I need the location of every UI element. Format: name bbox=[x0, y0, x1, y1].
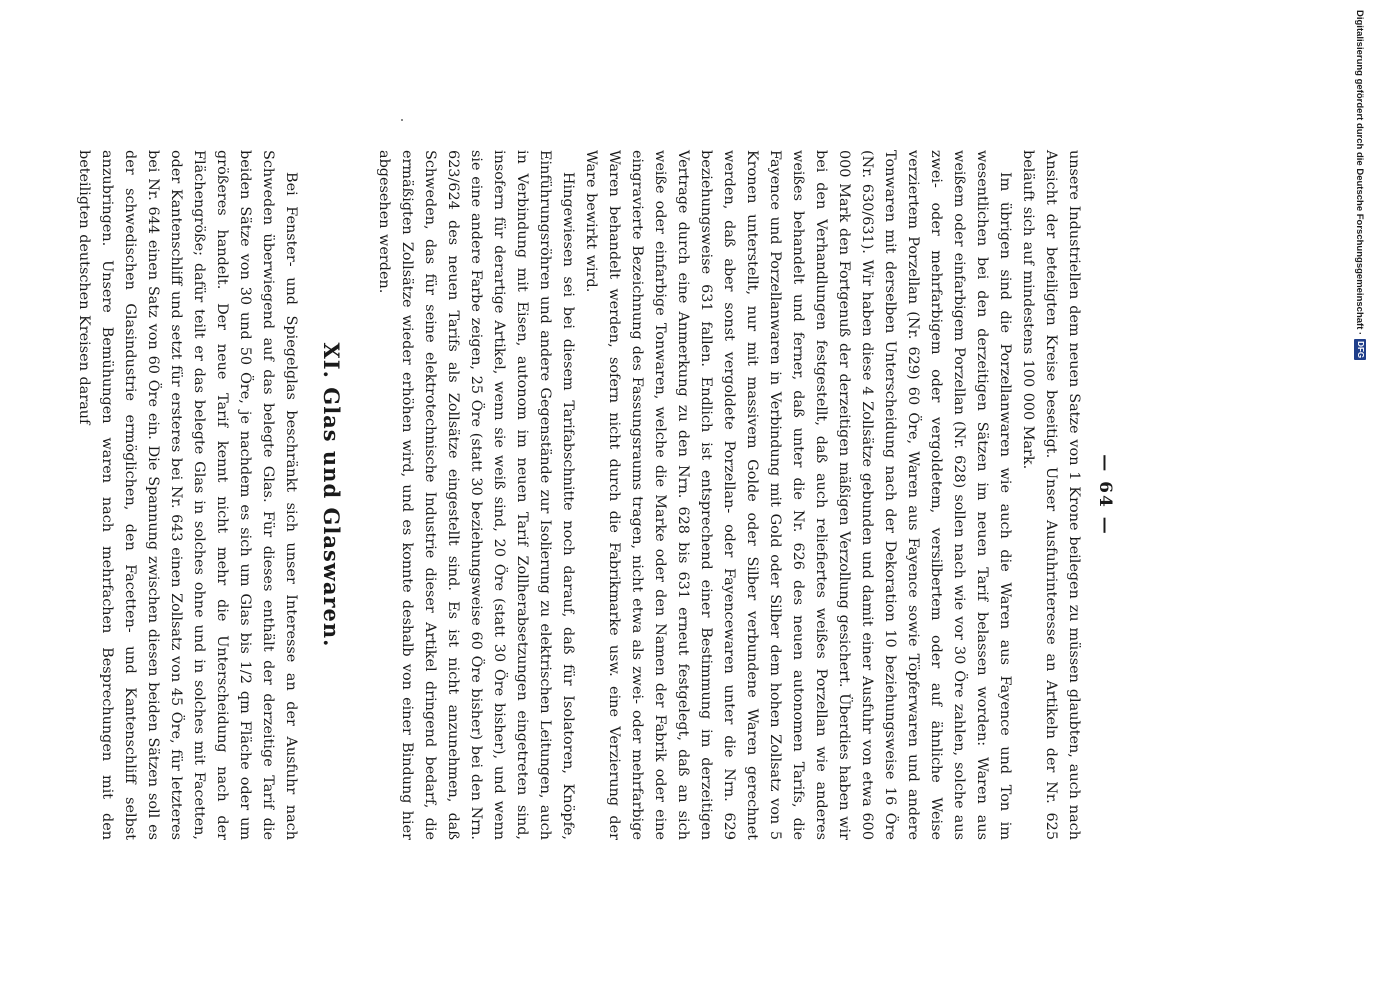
digitization-note bbox=[1353, 10, 1367, 390]
digitization-text: Digitalisierung gefördert durch die Deutsche Forschungsgemeinschaft · bbox=[1354, 10, 1366, 336]
paragraph-2: Im übrigen sind die Porzellanwaren wie auch die Waren aus Fayence und Ton im wesentlichen bei den derzeitigen Sätzen im neuen Tarif belassen worden: Waren aus weißem oder einfarbigem Porzellan (Nr. 628) sollen nach wie vor 30 Öre zahlen, solche aus zwei- oder mehrfarbigem oder vergoldetem, versilbertem oder auf ähnliche Weise verziertem Porzellan (Nr. 629) 60 Öre, Waren aus Fayence sowie Töpferwaren und andere Tonwaren mit derselben Unterscheidung nach der Dekoration 10 beziehungsweise 16 Öre (Nr. 630/631). Wir haben diese 4 Zollsätze gebunden und damit einer Ausfuhr von etwa 600 000 Mark den Fortgenuß der derzeitigen mäßigen Verzollung gesichert. Überdies haben wir bei den Verhandlungen festgestellt, daß auch reliefiertes weißes Porzellan wie anderes weißes behandelt und ferner, daß unter die Nr. 626 des neuen autonomen Tarifs, die Fayence und Porzellanwaren in Verbindung mit Gold oder Silber dem hohen Zollsatz von 5 Kronen unterstellt, nur mit massivem Golde oder Silber verbundene Waren gerechnet werden, daß aber sonst vergoldete Porzellan- oder Fayencewaren unter die Nrn. 629 beziehungsweise 631 fallen. Endlich ist entsprechend einer Bestimmung im derzeitigen Vertrage durch eine Anmerkung zu den Nrn. 628 bis 631 erneut festgelegt, daß an sich weiße oder einfarbige Tonwaren, welche die Marke oder den Namen der Fabrik oder eine eingravierte Bezeichnung des Fassungsraums tragen, nicht etwa als zwei- oder mehrfarbige Waren behandelt werden, sofern nicht durch die Fabrikmarke usw. eine Verzierung der Ware bewirkt wird. bbox=[583, 150, 1013, 840]
section-heading: XI. Glas und Glaswaren. bbox=[319, 342, 344, 648]
scan-speck bbox=[401, 119, 403, 121]
paragraph-1: unsere Industriellen dem neuen Satze von 1 Krone beilegen zu müssen glaubten, auch nach Ansicht der beteiligten Kreise beseitigt. Unser Ausfuhrinteresse an Artikeln der Nr. 625 beläuft sich auf mindestens 100 000 Mark. bbox=[1020, 150, 1082, 840]
paragraph-3: Hingewiesen sei bei diesem Tarifabschnitte noch darauf, daß für Isolatoren, Knöpfe, Einführungsröhren und andere Gegenstände zur Isolierung zu elektrischen Leitungen, auch in Verbindung mit Eisen, autonom im neuen Tarif Zollherabsetzungen eingetreten sind, insofern für derartige Artikel, wenn sie weiß sind, 20 Öre (statt 30 Öre bisher), und wenn sie eine andere Farbe zeigen, 25 Öre (statt 30 beziehungsweise 60 Öre bisher) bei den Nrn. 623/624 des neuen Tarifs als Zollsätze eingestellt sind. Es ist nicht anzunehmen, daß Schweden, das für seine elektrotechnische Industrie dieser Artikel dringend bedarf, die ermäßigten Zollsätze wieder erhöhen wird, und es konnte deshalb von einer Bindung hier abgesehen werden. bbox=[376, 150, 576, 840]
paragraph-4: Bei Fenster- und Spiegelglas beschränkt sich unser Interesse an der Ausfuhr nach Schweden überwiegend auf das belegte Glas. Für dieses enthält der derzeitige Tarif die beiden Sätze von 30 und 50 Öre, je nachdem es sich um Glas bis 1/2 qm Fläche oder um größeres handelt. Der neue Tarif kennt nicht mehr die Unterscheidung nach der Flächengröße; dafür teilt er das belegte Glas in solches ohne und in solches mit Facetten, oder Kantenschliff und setzt für ersteres bei Nr. 643 einen Zollsatz von 45 Öre, für letzteres bei Nr. 644 einen Satz von 60 Öre ein. Die Spannung zwischen diesen beiden Sätzen soll es der schwedischen Glasindustrie ermöglichen, den Facetten- und Kantenschliff selbst anzubringen. Unsere Bemühungen waren nach mehrfachen Besprechungen mit den beteiligten deutschen Kreisen darauf bbox=[76, 150, 299, 840]
section-gap bbox=[360, 150, 372, 840]
page-number: — 64 — bbox=[1095, 454, 1115, 536]
dfg-logo: DFG bbox=[1356, 341, 1365, 359]
rotated-text-block bbox=[76, 150, 1125, 840]
